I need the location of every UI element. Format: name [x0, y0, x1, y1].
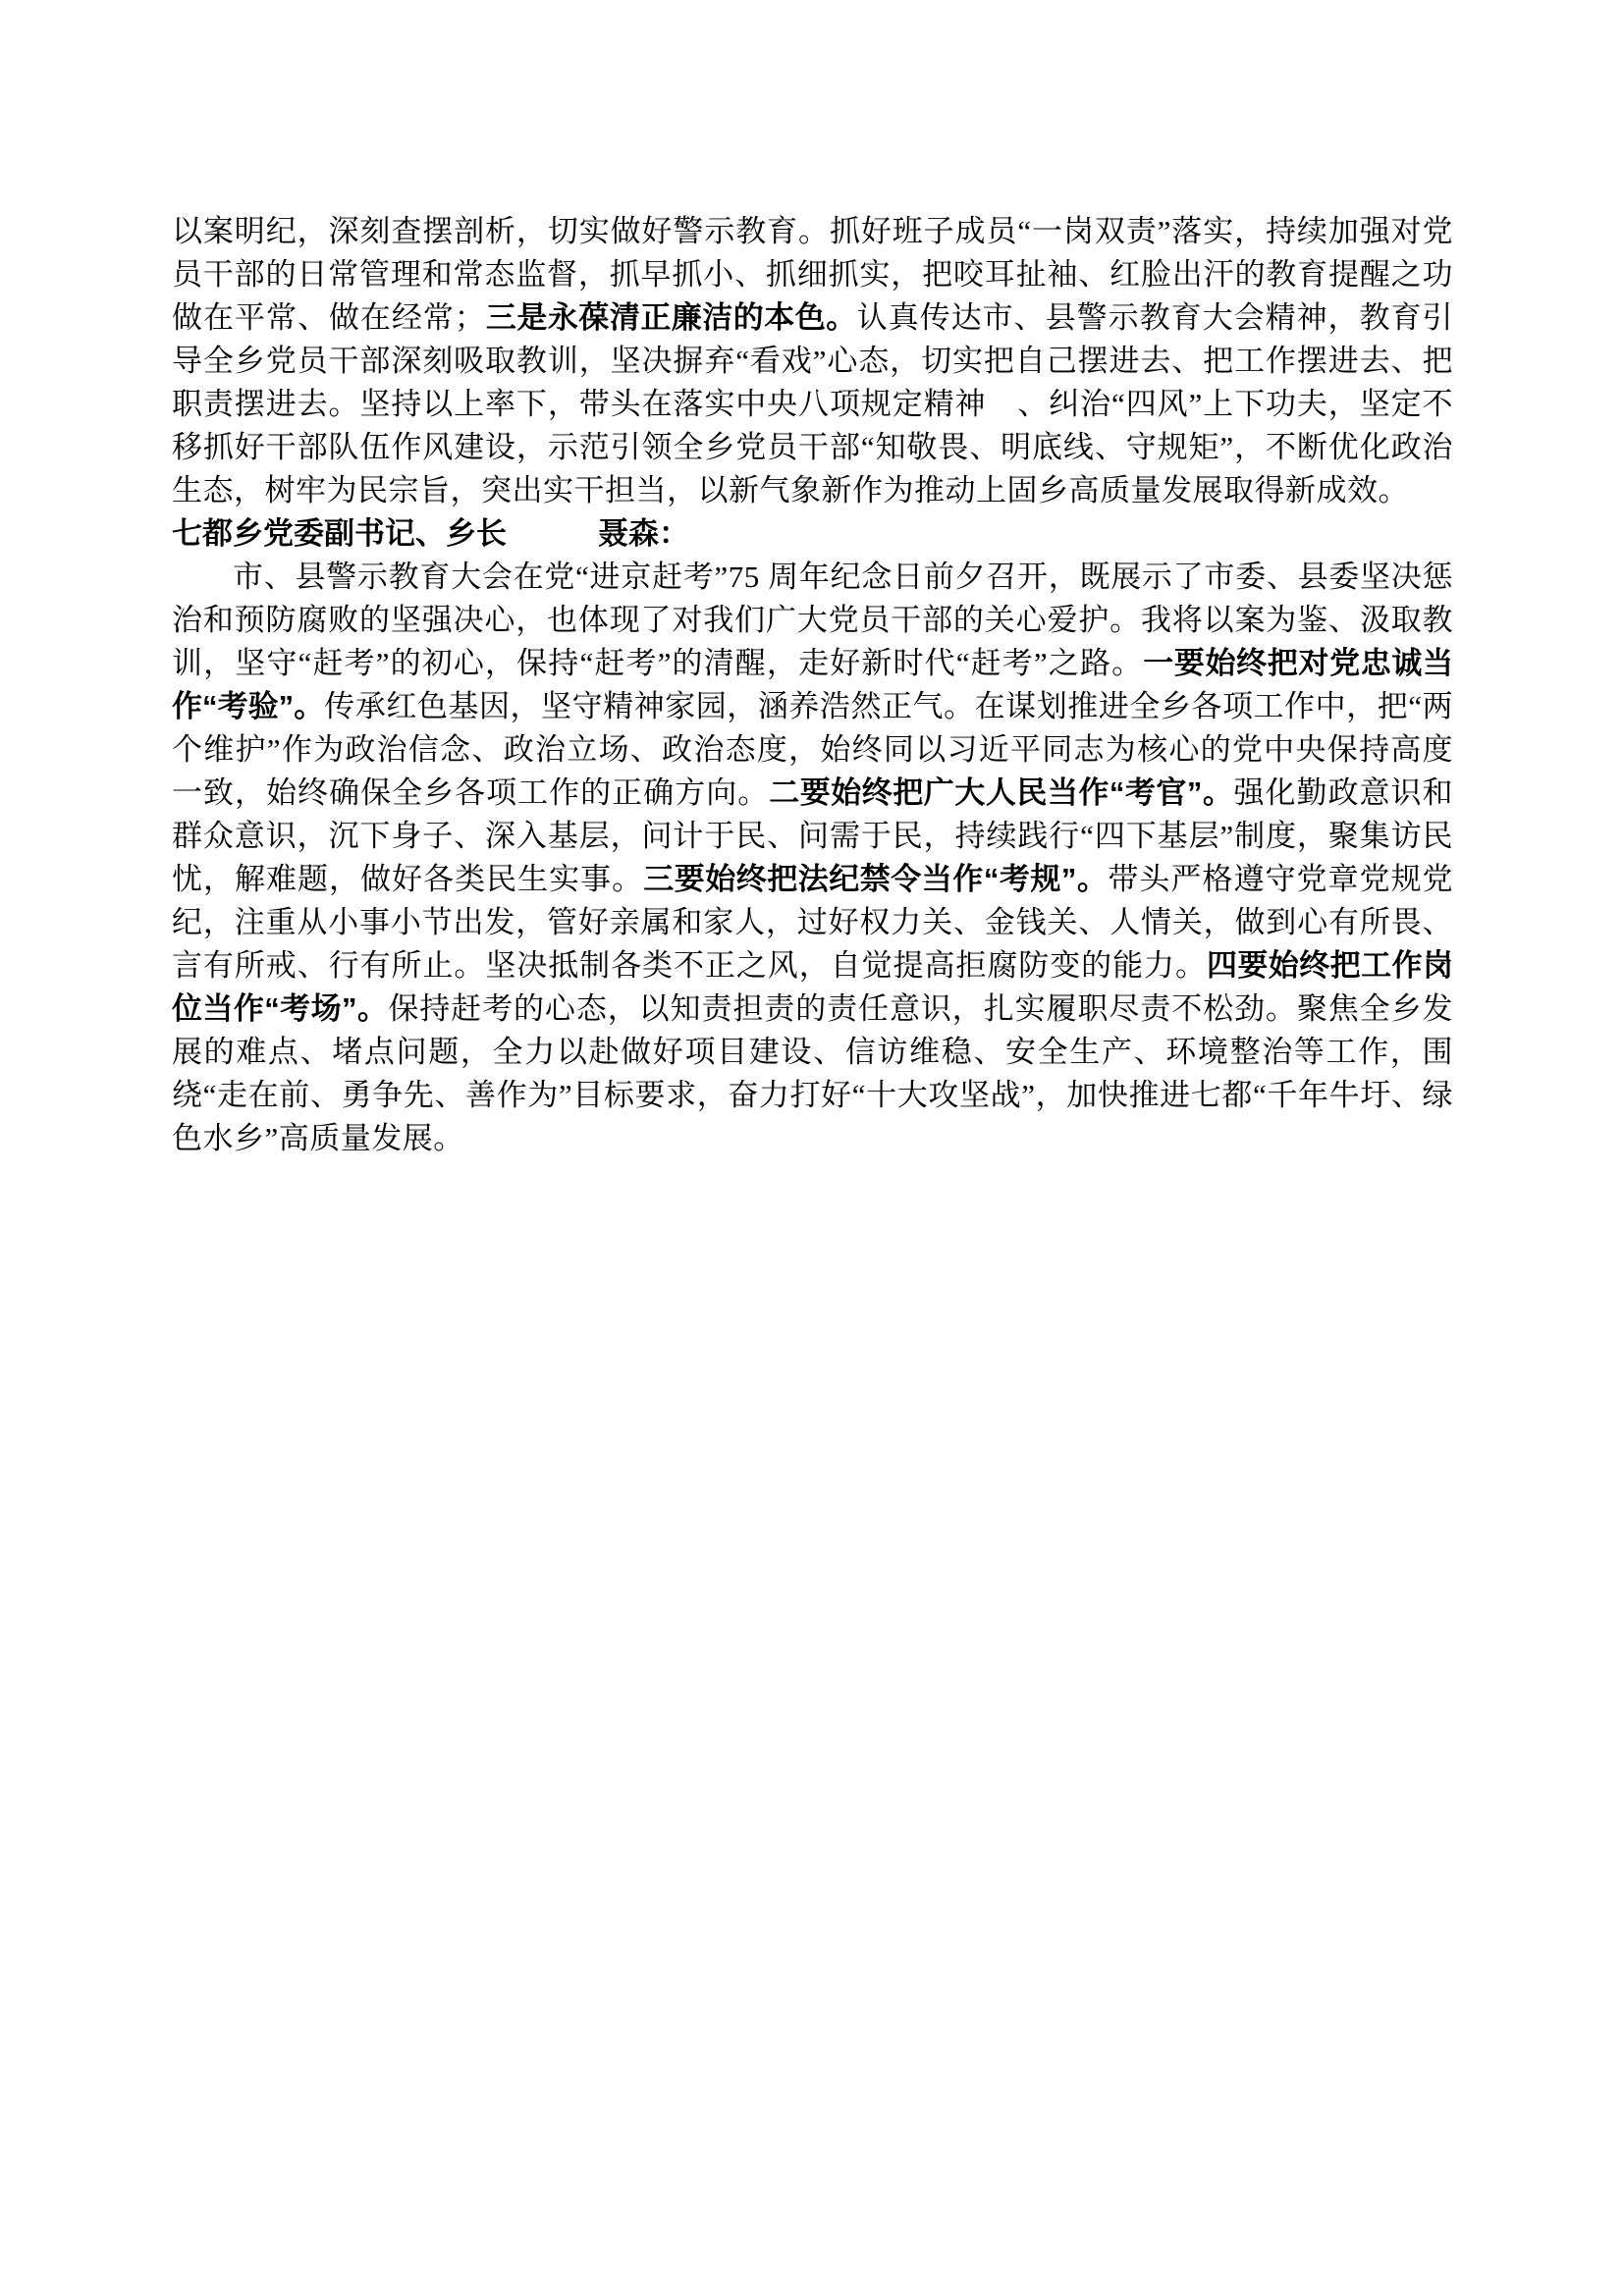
bold-text-run: 三要始终把法纪禁令当作“考规”。	[643, 862, 1109, 896]
bold-text-run: 二要始终把广大人民当作“考官”。	[769, 775, 1234, 810]
text-run: 市、县警示教育大会在党“进京赶考”75 周年纪念日前夕召开，既展示了市委、县委坚决惩治和预防腐败的坚强决心，也体现了对我们广大党员干部的关心爱护。我将以案为鉴、汲取教训，坚守“赶考”的初心，保持“赶考”的清醒，走好新时代“赶考”之路。	[172, 560, 1453, 680]
text-run: 强化勤政意识和群众意识，沉下身子、深入基层，问计于民、问需于民，持续践行“四下基层”制度，聚集访民忧，解难题，做好各类民生实事。	[172, 775, 1454, 896]
paragraph	[172, 210, 1453, 512]
bold-text-run: 七都乡党委副书记、乡长 聂森：	[172, 516, 689, 551]
document-body	[172, 210, 1453, 1160]
bold-text-run: 三是永葆清正廉洁的本色。	[485, 300, 857, 335]
paragraph	[172, 556, 1453, 1160]
bold-text-run: 一要始终把对党忠诚当作“考验”。	[172, 646, 1453, 723]
text-run: 保持赶考的心态，以知责担责的责任意识，扎实履职尽责不松劲。聚焦全乡发展的难点、堵点问题，全力以赴做好项目建设、信访维稳、安全生产、环境整治等工作，围绕“走在前、勇争先、善作为”目标要求，奋力打好“十大攻坚战”，加快推进七都“千年牛圩、绿色水乡”高质量发展。	[172, 991, 1454, 1155]
text-run: 以案明纪，深刻查摆剖析，切实做好警示教育。抓好班子成员“一岗双责”落实，持续加强对党员干部的日常管理和常态监督，抓早抓小、抓细抓实，把咬耳扯袖、红脸出汗的教育提醒之功做在平常、做在经常；	[172, 214, 1453, 335]
text-run: 传承红色基因，坚守精神家园，涵养浩然正气。在谋划推进全乡各项工作中，把“两个维护”作为政治信念、政治立场、政治态度，始终同以习近平同志为核心的党中央保持高度一致，始终确保全乡各项工作的正确方向。	[172, 689, 1453, 810]
text-run: 带头严格遵守党章党规党纪，注重从小事小节出发，管好亲属和家人，过好权力关、金钱关、人情关，做到心有所畏、言有所戒、行有所止。坚决抵制各类不正之风，自觉提高拒腐防变的能力。	[172, 862, 1454, 983]
speaker-heading	[172, 512, 1453, 556]
bold-text-run: 四要始终把工作岗位当作“考场”。	[172, 948, 1453, 1026]
text-run: 认真传达市、县警示教育大会精神，教育引导全乡党员干部深刻吸取教训，坚决摒弃“看戏”心态，切实把自己摆进去、把工作摆进去、把职责摆进去。坚持以上率下，带头在落实中央八项规定精神 、纠治“四风”上下功夫，坚定不移抓好干部队伍作风建设，示范引领全乡党员干部“知敬畏、明底线、守规矩”，不断优化政治生态，树牢为民宗旨，突出实干担当，以新气象新作为推动上固乡高质量发展取得新成效。	[172, 300, 1454, 507]
